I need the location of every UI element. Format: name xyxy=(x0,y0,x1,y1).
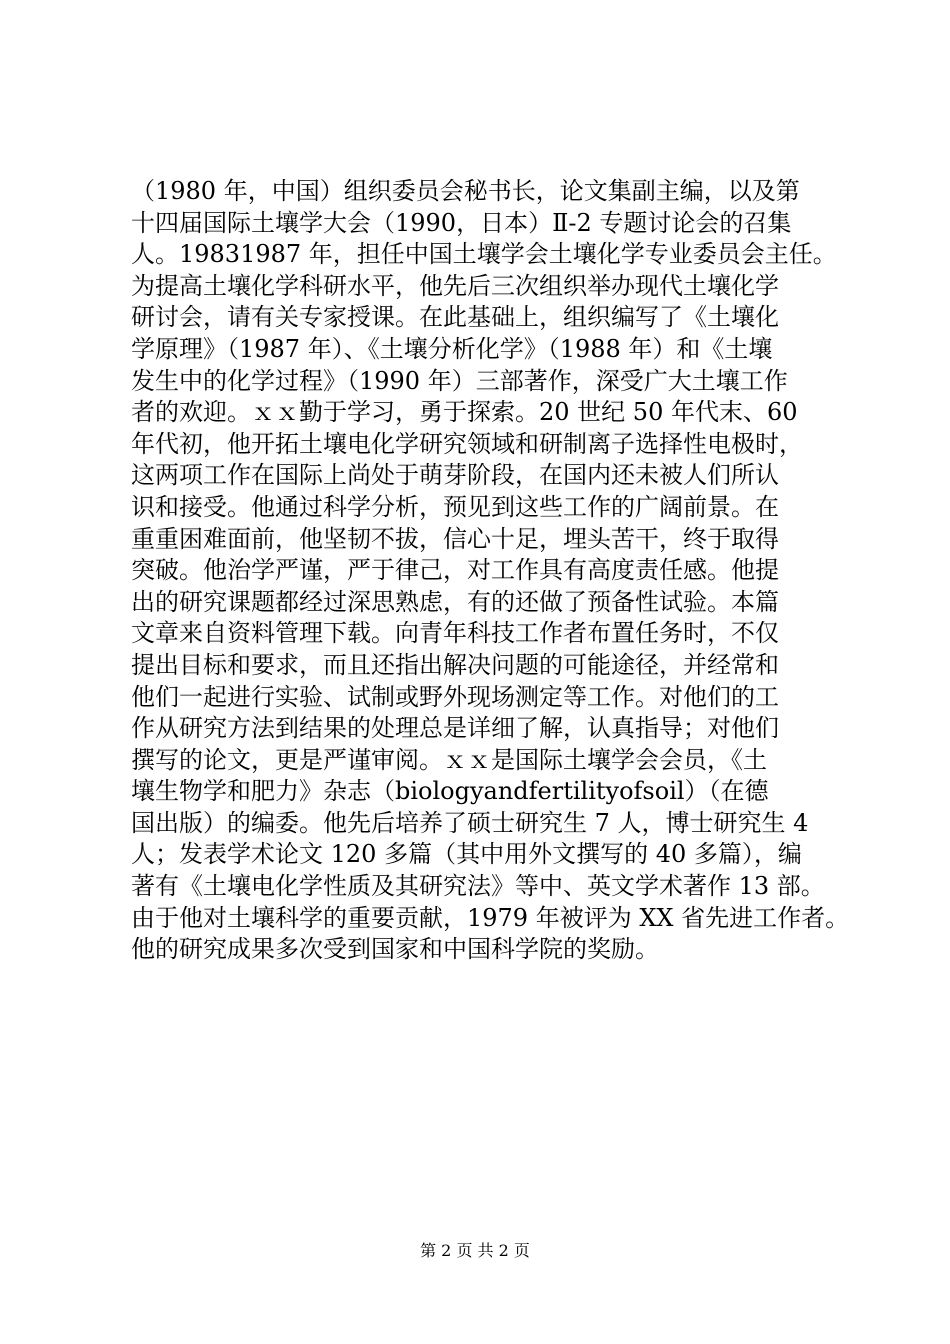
text-line: 学原理》（1987 年）、《土壤分析化学》（1988 年）和《土壤 xyxy=(131,334,773,363)
text-line: 突破。他治学严谨，严于律己，对工作具有高度责任感。他提 xyxy=(131,556,779,585)
text-line: 作从研究方法到结果的处理总是详细了解，认真指导；对他们 xyxy=(131,714,779,743)
text-line: （1980 年，中国）组织委员会秘书长，论文集副主编，以及第 xyxy=(131,177,800,205)
text-line: 识和接受。他通过科学分析，预见到这些工作的广阔前景。在 xyxy=(131,492,779,521)
text-line: 壤生物学和肥力》杂志（biologyandfertilityofsoil）（在德 xyxy=(131,777,769,806)
text-line: 国出版）的编委。他先后培养了硕士研究生 7 人，博士研究生 4 xyxy=(131,808,809,837)
text-line: 出的研究课题都经过深思熟虑，有的还做了预备性试验。本篇 xyxy=(131,587,779,616)
text-line: 他的研究成果多次受到国家和中国科学院的奖励。 xyxy=(131,935,659,964)
text-line: 年代初，他开拓土壤电化学研究领域和研制离子选择性电极时， xyxy=(131,429,803,458)
text-line: 者的欢迎。ｘｘ勤于学习，勇于探索。20 世纪 50 年代末、60 xyxy=(131,398,798,427)
text-line: 提出目标和要求，而且还指出解决问题的可能途径，并经常和 xyxy=(131,650,779,679)
text-line: 十四届国际土壤学大会（1990，日本）Ⅱ-2 专题讨论会的召集 xyxy=(131,208,792,237)
text-line: 人。19831987 年，担任中国土壤学会土壤化学专业委员会主任。 xyxy=(131,240,837,269)
body-text xyxy=(131,176,861,966)
text-line: 他们一起进行实验、试制或野外现场测定等工作。对他们的工 xyxy=(131,682,779,711)
text-line: 重重困难面前，他坚韧不拔，信心十足，埋头苦干，终于取得 xyxy=(131,524,779,553)
text-line: 由于他对土壤科学的重要贡献，1979 年被评为 XX 省先进工作者。 xyxy=(131,903,850,932)
text-line: 著有《土壤电化学性质及其研究法》等中、英文学术著作 13 部。 xyxy=(131,872,825,901)
text-line: 人；发表学术论文 120 多篇（其中用外文撰写的 40 多篇），编 xyxy=(131,840,802,869)
text-line: 撰写的论文，更是严谨审阅。ｘｘ是国际土壤学会会员，《土 xyxy=(131,745,767,774)
text-line: 研讨会，请有关专家授课。在此基础上，组织编写了《土壤化 xyxy=(131,303,779,332)
text-line: 发生中的化学过程》（1990 年）三部著作，深受广大土壤工作 xyxy=(131,366,788,395)
page-number-footer: 第 2 页 共 2 页 xyxy=(420,1241,530,1260)
text-line: 文章来自资料管理下载。向青年科技工作者布置任务时，不仅 xyxy=(131,619,779,648)
text-line: 为提高土壤化学科研水平，他先后三次组织举办现代土壤化学 xyxy=(131,271,779,300)
text-line: 这两项工作在国际上尚处于萌芽阶段，在国内还未被人们所认 xyxy=(131,461,779,490)
